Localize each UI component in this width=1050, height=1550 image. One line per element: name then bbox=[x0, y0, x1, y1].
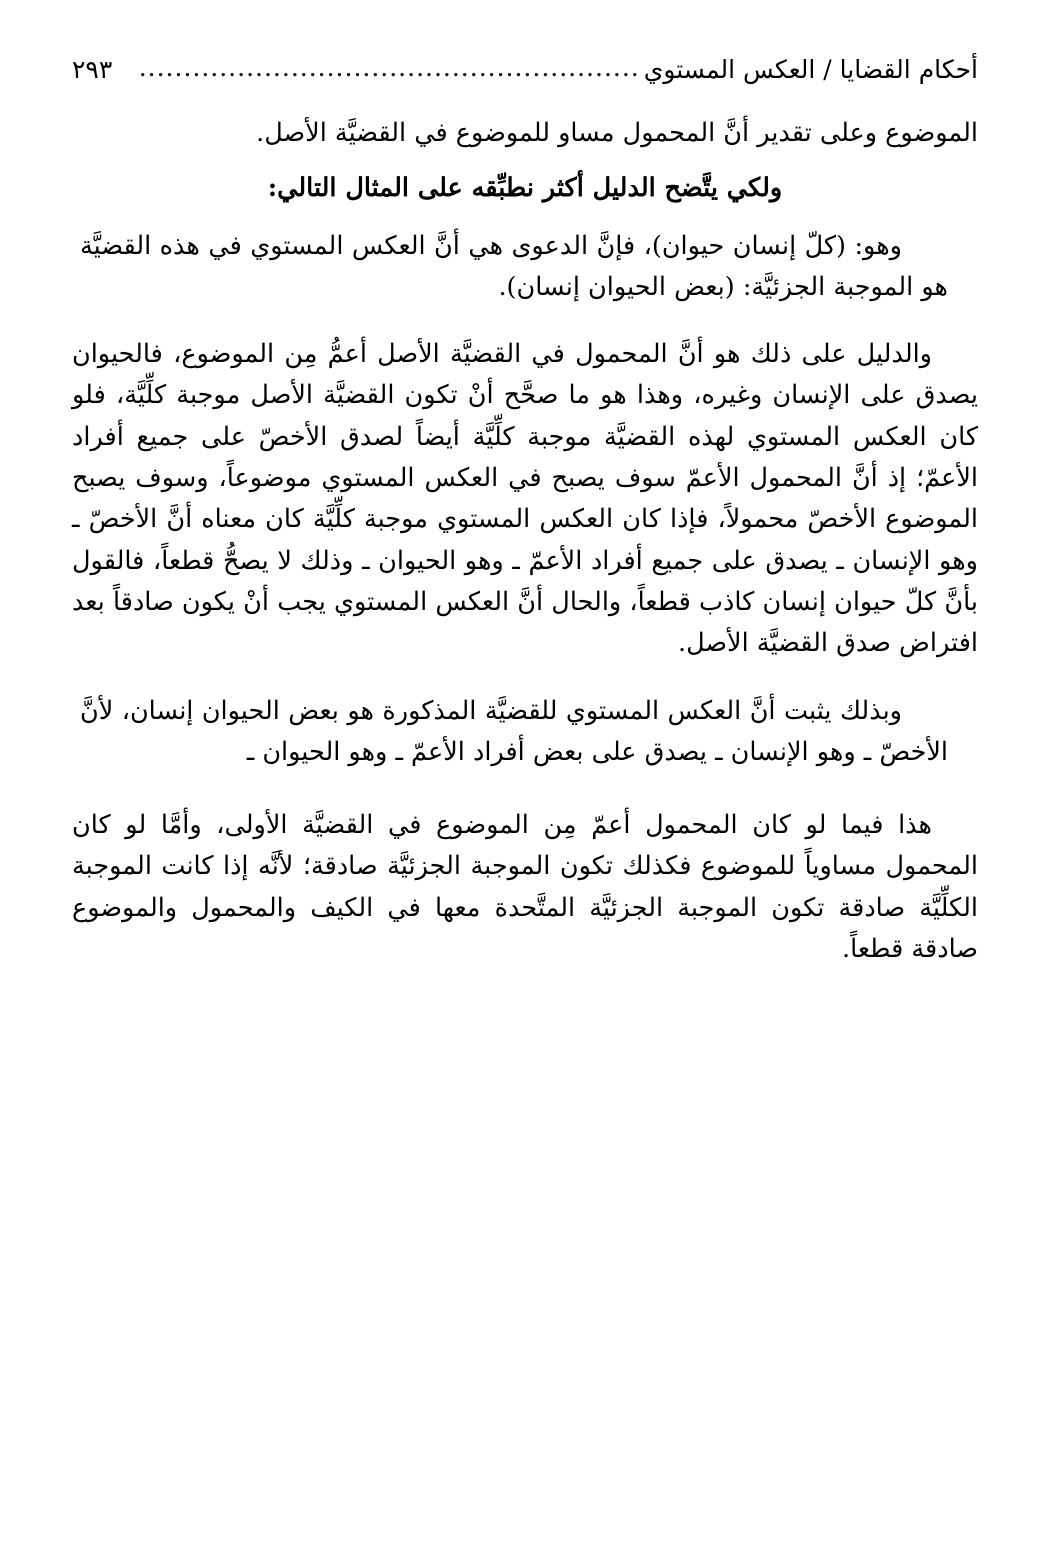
header-title: أحكام القضايا / العكس المستوي bbox=[643, 55, 978, 84]
paragraph-6: هذا فيما لو كان المحمول أعمّ مِن الموضوع في القضيَّة الأولى، وأمَّا لو كان المحمول مساوياً للموضوع فكذلك تكون الموجبة الجزئيَّة صادقة؛ لأنَّه إذا كانت الموجبة الكلِّيَّة صادقة تكون الموجبة الجزئيَّة المتَّحدة معها في الكيف والمحمول والموضوع صادقة قطعاً. bbox=[72, 810, 978, 965]
paragraph-1: الموضوع وعلى تقدير أنَّ المحمول مساو للموضوع في القضيَّة الأصل. bbox=[256, 118, 978, 148]
paragraph-2-heading: ولكي يتَّضح الدليل أكثر نطبِّقه على المثال التالي: bbox=[267, 173, 783, 204]
paragraph-3: وهو: (كلّ إنسان حيوان)، فإنَّ الدعوى هي أنَّ العكس المستوي في هذه القضيَّة هو الموجبة الجزئيَّة: (بعض الحيوان إنسان). bbox=[80, 230, 948, 302]
running-header bbox=[72, 52, 978, 87]
paragraph-4: والدليل على ذلك هو أنَّ المحمول في القضيَّة الأصل أعمُّ مِن الموضوع، فالحيوان يصدق على الإنسان وغيره، وهذا هو ما صحَّح أنْ تكون القضيَّة الأصل موجبة كلِّيَّة، فلو كان العكس المستوي لهذه القضيَّة موجبة كلِّيَّة أيضاً لصدق الأخصّ على جميع أفراد الأعمّ؛ إذ أنَّ المحمول الأعمّ سوف يصبح في العكس المستوي موضوعاً، وسوف يصبح الموضوع الأخصّ محمولاً، فإذا كان العكس المستوي موجبة كلِّيَّة كان معناه أنَّ الأخصّ ـ وهو الإنسان ـ يصدق على جميع أفراد الأعمّ ـ وهو الحيوان ـ وذلك لا يصحُّ قطعاً، فالقول بأنَّ كلّ حيوان إنسان كاذب قطعاً، والحال أنَّ العكس المستوي يجب أنْ يكون صادقاً بعد افتراض صدق القضيَّة الأصل. bbox=[72, 339, 978, 659]
paragraph-5: وبذلك يثبت أنَّ العكس المستوي للقضيَّة المذكورة هو بعض الحيوان إنسان، لأنَّ الأخصّ ـ وهو الإنسان ـ يصدق على بعض أفراد الأعمّ ـ وهو الحيوان ـ bbox=[80, 695, 948, 767]
page-number: ٢٩٣ bbox=[72, 55, 113, 84]
header-dot-leader: ........................................................ bbox=[138, 53, 640, 82]
